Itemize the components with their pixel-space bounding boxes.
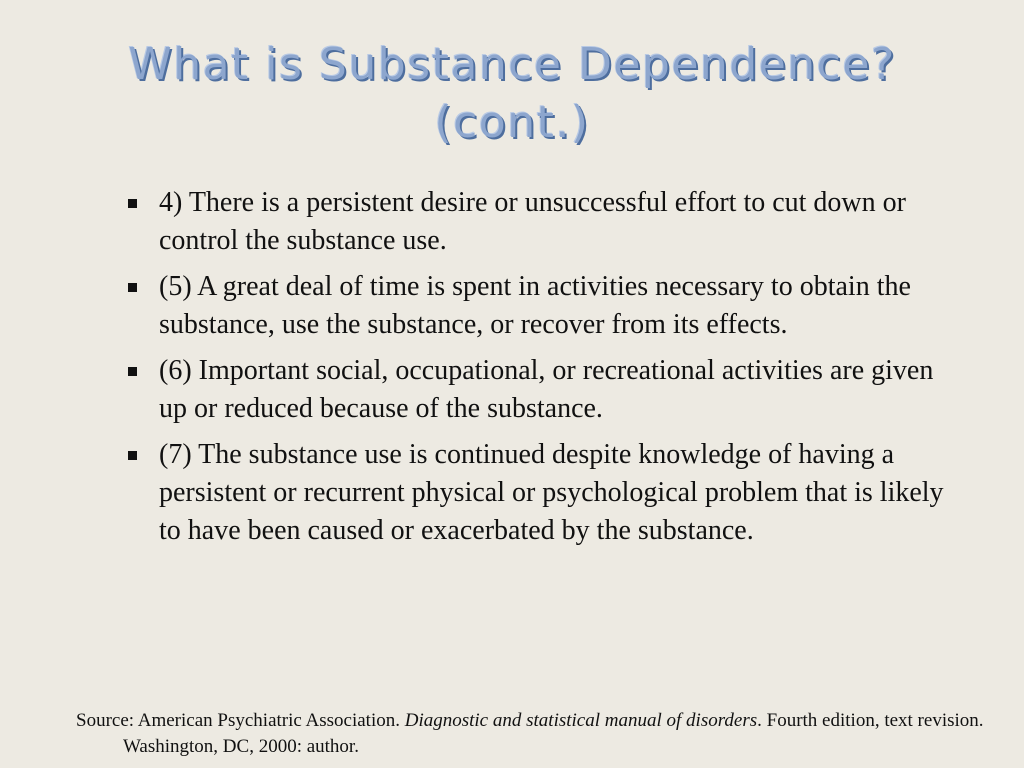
bullet-text: (5) A great deal of time is spent in activities necessary to obtain the substance, use the substance, or recover from its effects. xyxy=(159,271,911,340)
square-bullet-icon xyxy=(128,199,137,208)
bullet-text: (7) The substance use is continued despite knowledge of having a persistent or recurrent physical or psychological problem that is likely to have been caused or exacerbated by the substance. xyxy=(159,439,944,546)
bullet-text: 4) There is a persistent desire or unsuccessful effort to cut down or control the substance use. xyxy=(159,187,906,256)
slide-title-line-1: What is Substance Dependence? xyxy=(128,39,896,90)
bullet-list xyxy=(128,184,958,558)
bullet-item xyxy=(128,352,958,428)
square-bullet-icon xyxy=(128,367,137,376)
bullet-item xyxy=(128,268,958,344)
slide-title-line-2: (cont.) xyxy=(434,97,590,148)
source-prefix: Source: American Psychiatric Association. xyxy=(76,710,405,731)
slide-title xyxy=(40,36,984,152)
bullet-text: (6) Important social, occupational, or recreational activities are given up or reduced because of the substance. xyxy=(159,355,934,424)
source-suffix: . Fourth edition, text revision. Washington, DC, 2000: author. xyxy=(123,710,984,757)
bullet-item xyxy=(128,436,958,550)
bullet-item xyxy=(128,184,958,260)
source-book-title: Diagnostic and statistical manual of disorders xyxy=(404,710,758,731)
source-citation xyxy=(76,708,1003,760)
square-bullet-icon xyxy=(128,283,137,292)
square-bullet-icon xyxy=(128,451,137,460)
